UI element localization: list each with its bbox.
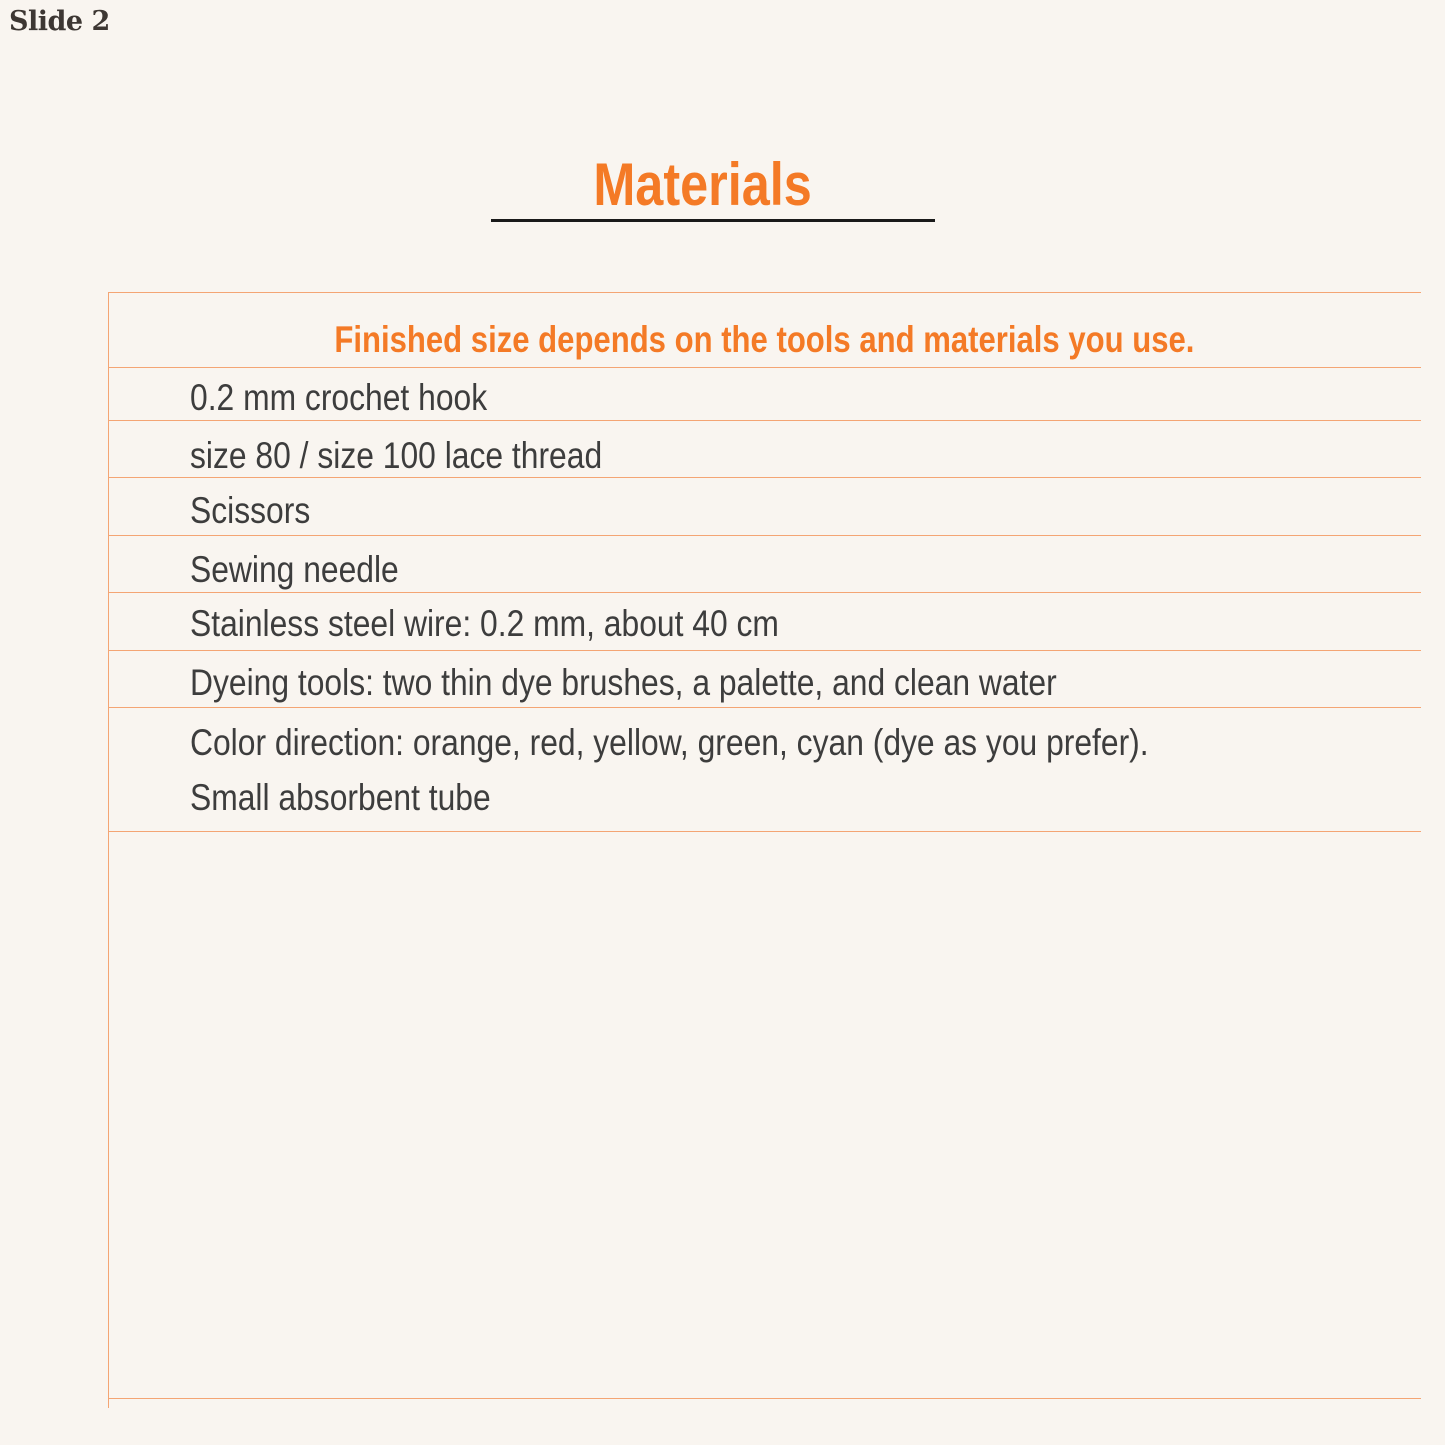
table-left-border (108, 292, 109, 1408)
finished-size-note: Finished size depends on the tools and materials you use. (334, 319, 1195, 360)
table-rule (108, 592, 1421, 593)
table-rule (108, 535, 1421, 536)
table-rule (108, 477, 1421, 478)
material-item-scissors: Scissors (190, 490, 311, 531)
material-item-steel-wire: Stainless steel wire: 0.2 mm, about 40 cm (190, 603, 779, 644)
table-rule (108, 707, 1421, 708)
table-rule (108, 367, 1421, 368)
title-underline (491, 219, 935, 222)
page-title: Materials (593, 151, 812, 218)
table-rule (108, 292, 1421, 293)
table-rule (108, 650, 1421, 651)
table-rule (108, 420, 1421, 421)
material-item-dyeing-tools: Dyeing tools: two thin dye brushes, a palette, and clean water (190, 662, 1057, 703)
material-item-color-direction: Color direction: orange, red, yellow, green, cyan (dye as you prefer). (190, 722, 1149, 763)
material-item-absorbent-tube: Small absorbent tube (190, 777, 491, 818)
material-item-crochet-hook: 0.2 mm crochet hook (190, 377, 488, 418)
material-item-lace-thread: size 80 / size 100 lace thread (190, 435, 603, 476)
slide-number-label: Slide 2 (9, 6, 110, 37)
table-rule (108, 831, 1421, 832)
material-item-sewing-needle: Sewing needle (190, 549, 399, 590)
table-bottom-border (108, 1398, 1421, 1399)
